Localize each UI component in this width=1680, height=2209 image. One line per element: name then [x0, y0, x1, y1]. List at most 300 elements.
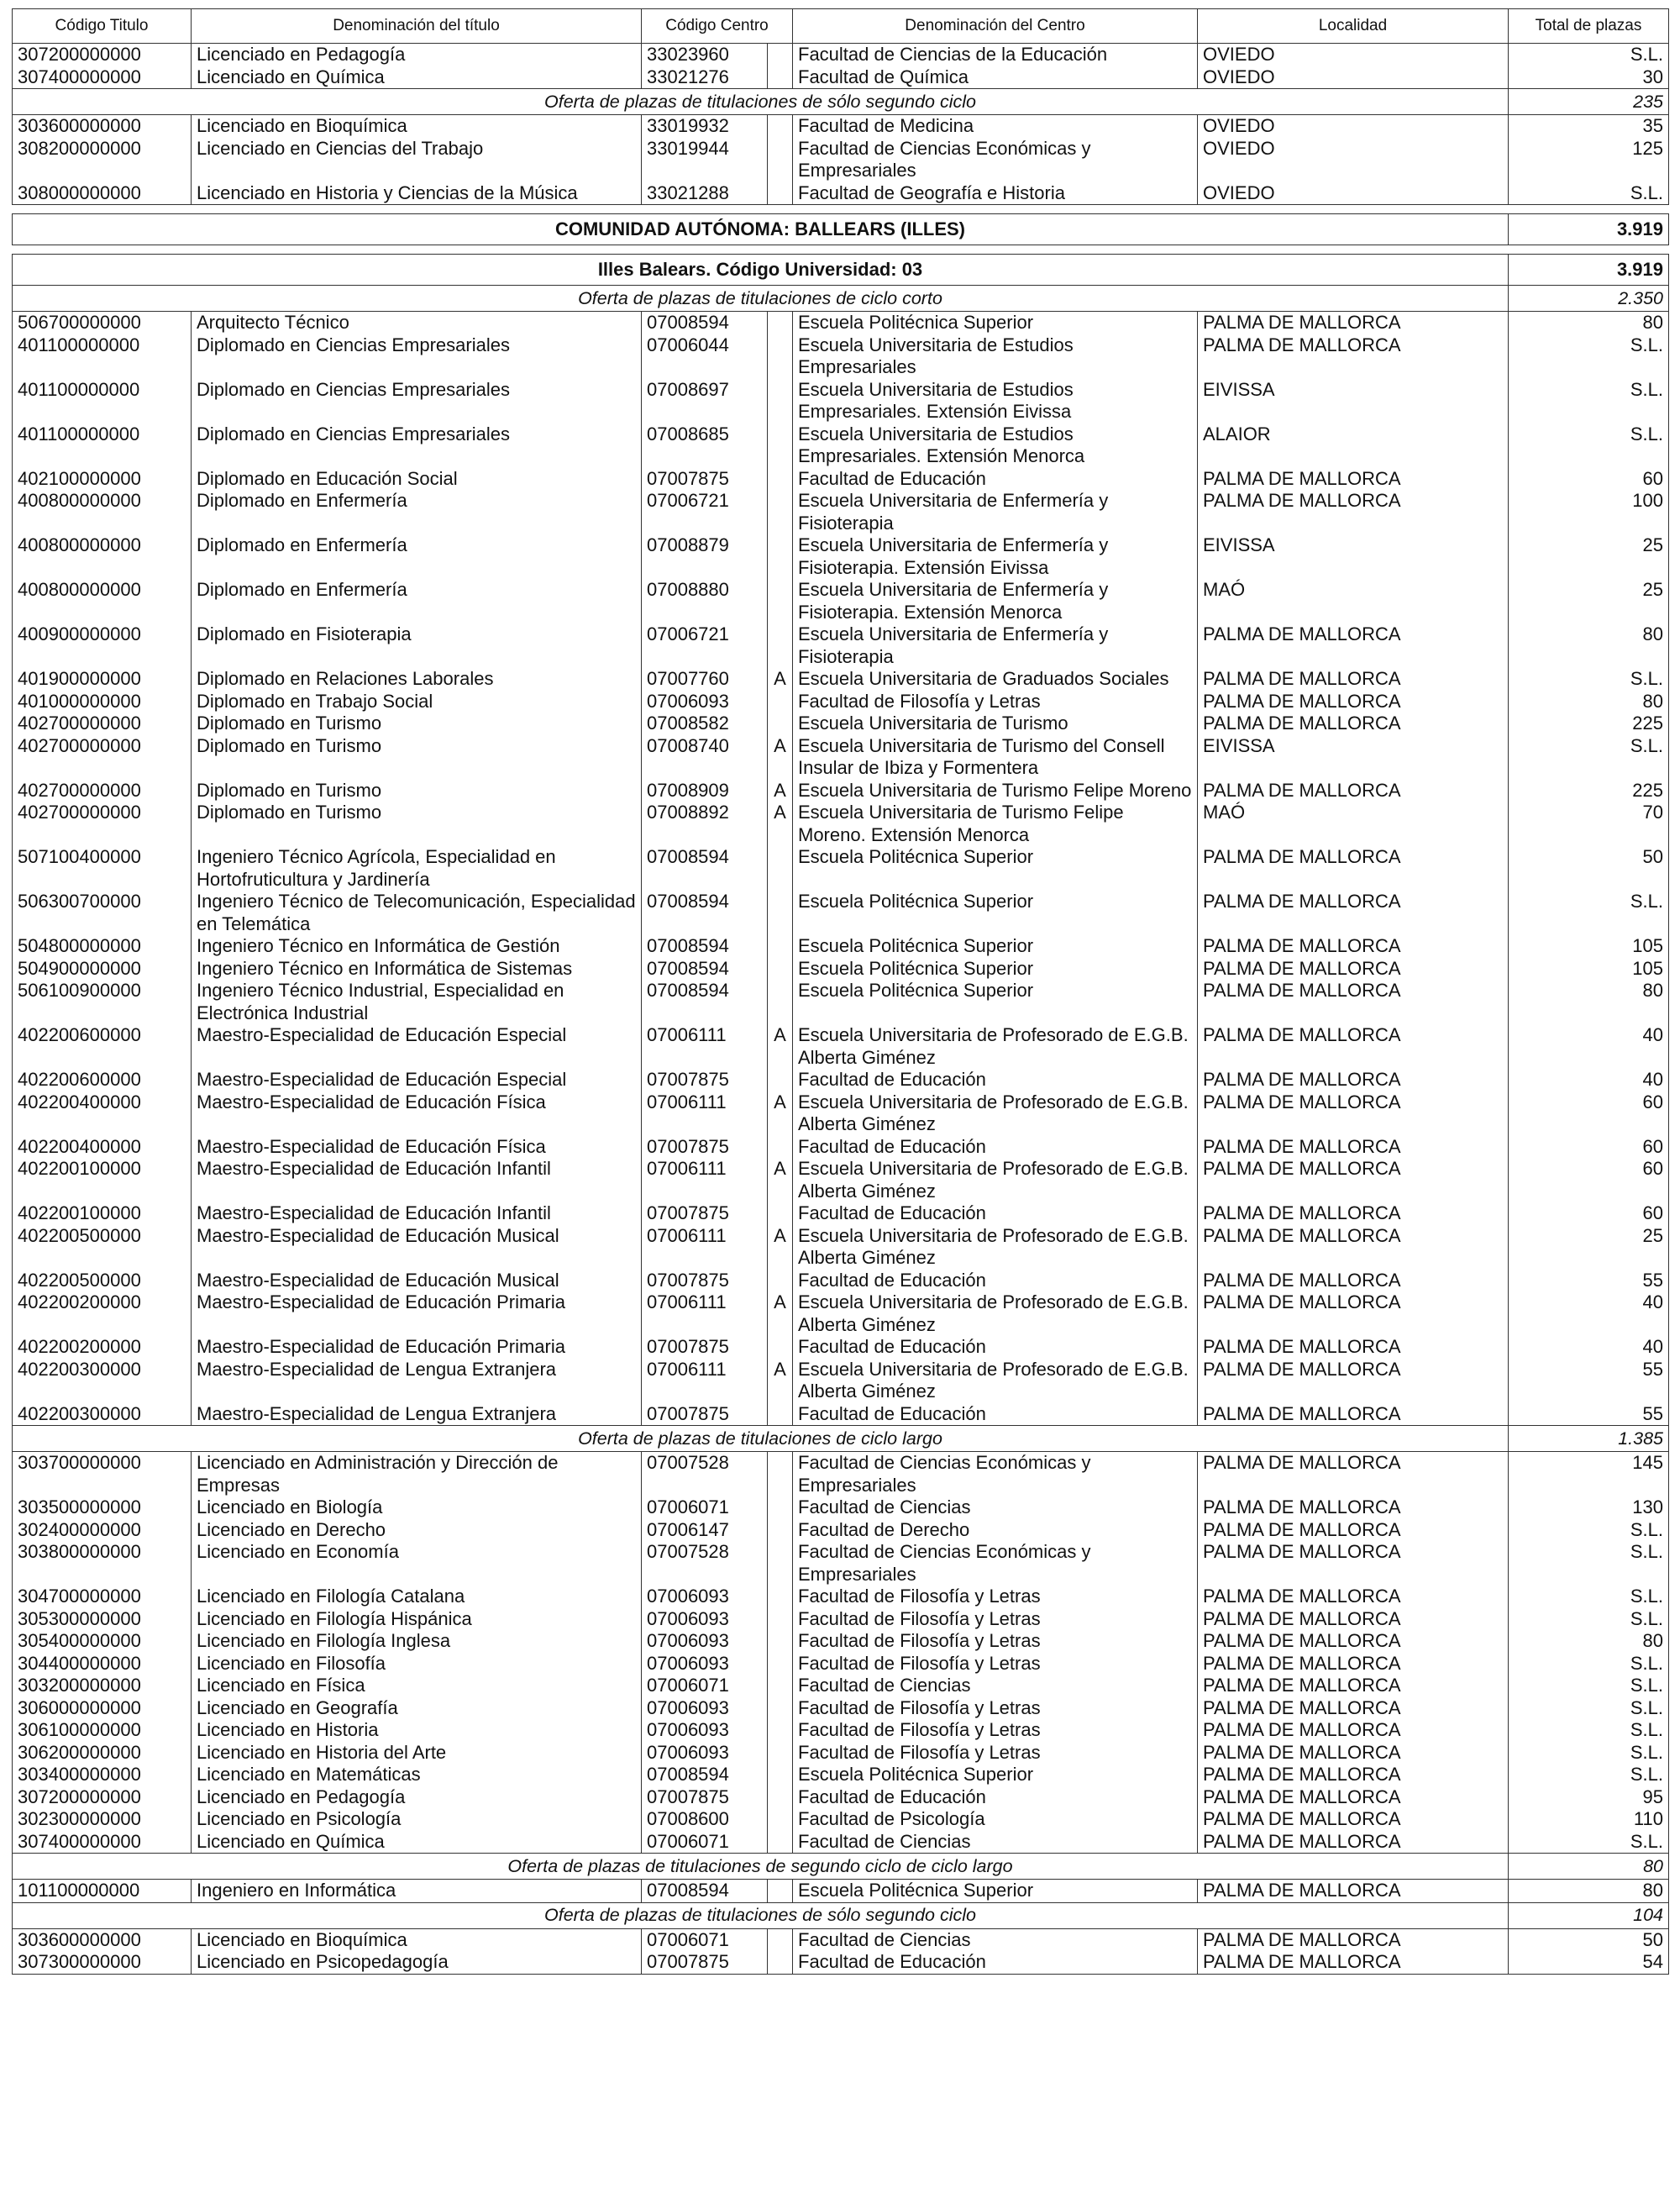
cell-localidad: OVIEDO — [1198, 138, 1509, 182]
cell-localidad: PALMA DE MALLORCA — [1198, 1675, 1509, 1697]
summary-total: 3.919 — [1509, 214, 1669, 245]
cell-denominacion-centro: Escuela Politécnica Superior — [793, 1880, 1198, 1903]
cell-codigo-centro: 07006071 — [642, 1496, 768, 1519]
table-row — [13, 1880, 1669, 1903]
cell-total-plazas: 40 — [1509, 1069, 1669, 1091]
cell-codigo-titulo: 506700000000 — [13, 312, 192, 334]
cell-localidad: OVIEDO — [1198, 66, 1509, 89]
header-codigo-titulo: Código Titulo — [13, 9, 192, 44]
cell-denominacion-centro: Escuela Politécnica Superior — [793, 980, 1198, 1024]
cell-localidad: PALMA DE MALLORCA — [1198, 490, 1509, 534]
cell-localidad: PALMA DE MALLORCA — [1198, 980, 1509, 1024]
header-denominacion-centro: Denominación del Centro — [793, 9, 1198, 44]
cell-denominacion-centro: Facultad de Ciencias Económicas y Empresariales — [793, 1541, 1198, 1586]
cell-localidad: PALMA DE MALLORCA — [1198, 1202, 1509, 1225]
table-row — [13, 935, 1669, 958]
cell-codigo-titulo: 402200300000 — [13, 1359, 192, 1403]
cell-codigo-titulo: 402200500000 — [13, 1270, 192, 1292]
cell-total-plazas: S.L. — [1509, 1742, 1669, 1765]
cell-denominacion-titulo: Diplomado en Ciencias Empresariales — [192, 379, 642, 423]
cell-denominacion-centro: Facultad de Educación — [793, 1786, 1198, 1809]
cell-codigo-centro: 07006111 — [642, 1158, 768, 1202]
cell-marca — [768, 1586, 793, 1608]
cell-codigo-centro: 07008600 — [642, 1808, 768, 1831]
cell-codigo-centro: 07008879 — [642, 534, 768, 579]
cell-codigo-centro: 33021276 — [642, 66, 768, 89]
cell-localidad: MAÓ — [1198, 802, 1509, 846]
cell-denominacion-titulo: Ingeniero en Informática — [192, 1880, 642, 1903]
cell-denominacion-titulo: Maestro-Especialidad de Educación Primaria — [192, 1336, 642, 1359]
table-row — [13, 1719, 1669, 1742]
cell-denominacion-titulo: Diplomado en Turismo — [192, 802, 642, 846]
table-row — [13, 115, 1669, 138]
cell-codigo-titulo: 402200600000 — [13, 1069, 192, 1091]
cell-codigo-centro: 07008594 — [642, 958, 768, 981]
cell-denominacion-titulo: Diplomado en Turismo — [192, 780, 642, 802]
cell-marca — [768, 1136, 793, 1159]
cell-marca — [768, 623, 793, 668]
cell-denominacion-titulo: Licenciado en Bioquímica — [192, 1928, 642, 1951]
cell-localidad: PALMA DE MALLORCA — [1198, 1586, 1509, 1608]
cell-codigo-titulo: 400800000000 — [13, 534, 192, 579]
cell-total-plazas: S.L. — [1509, 182, 1669, 205]
section-total: 235 — [1509, 89, 1669, 115]
table-row — [13, 1202, 1669, 1225]
cell-denominacion-centro: Escuela Universitaria de Enfermería y Fisioterapia. Extensión Eivissa — [793, 534, 1198, 579]
table-row — [13, 1764, 1669, 1786]
cell-denominacion-titulo: Licenciado en Historia del Arte — [192, 1742, 642, 1765]
cell-localidad: OVIEDO — [1198, 115, 1509, 138]
cell-localidad: PALMA DE MALLORCA — [1198, 1764, 1509, 1786]
spacer-row — [13, 245, 1669, 255]
table-row — [13, 1496, 1669, 1519]
cell-codigo-centro: 07006093 — [642, 1719, 768, 1742]
cell-denominacion-titulo: Maestro-Especialidad de Lengua Extranjera — [192, 1403, 642, 1426]
table-row — [13, 1136, 1669, 1159]
cell-marca — [768, 490, 793, 534]
cell-denominacion-centro: Facultad de Filosofía y Letras — [793, 1630, 1198, 1653]
cell-denominacion-centro: Facultad de Educación — [793, 1270, 1198, 1292]
cell-denominacion-titulo: Licenciado en Filosofía — [192, 1653, 642, 1675]
section-total: 2.350 — [1509, 286, 1669, 312]
cell-denominacion-centro: Escuela Politécnica Superior — [793, 1764, 1198, 1786]
cell-localidad: EIVISSA — [1198, 534, 1509, 579]
cell-total-plazas: S.L. — [1509, 44, 1669, 66]
table-row — [13, 66, 1669, 89]
cell-marca — [768, 1069, 793, 1091]
cell-codigo-titulo: 402200400000 — [13, 1091, 192, 1136]
cell-denominacion-centro: Escuela Universitaria de Profesorado de E.G.B. Alberta Giménez — [793, 1359, 1198, 1403]
cell-denominacion-titulo: Diplomado en Enfermería — [192, 534, 642, 579]
table-row — [13, 1630, 1669, 1653]
cell-denominacion-centro: Facultad de Geografía e Historia — [793, 182, 1198, 205]
table-row — [13, 312, 1669, 334]
cell-localidad: PALMA DE MALLORCA — [1198, 668, 1509, 691]
cell-denominacion-titulo: Diplomado en Turismo — [192, 735, 642, 780]
cell-localidad: PALMA DE MALLORCA — [1198, 1697, 1509, 1720]
cell-localidad: EIVISSA — [1198, 735, 1509, 780]
cell-localidad: PALMA DE MALLORCA — [1198, 1831, 1509, 1854]
spacer-row — [13, 205, 1669, 214]
cell-codigo-titulo: 400900000000 — [13, 623, 192, 668]
cell-localidad: PALMA DE MALLORCA — [1198, 1270, 1509, 1292]
table-row — [13, 1069, 1669, 1091]
cell-total-plazas: S.L. — [1509, 1764, 1669, 1786]
table-row — [13, 1024, 1669, 1069]
cell-total-plazas: 80 — [1509, 691, 1669, 713]
cell-denominacion-titulo: Maestro-Especialidad de Educación Especial — [192, 1069, 642, 1091]
cell-denominacion-titulo: Licenciado en Filología Inglesa — [192, 1630, 642, 1653]
cell-denominacion-titulo: Maestro-Especialidad de Educación Musical — [192, 1225, 642, 1270]
cell-marca — [768, 1764, 793, 1786]
section-row — [13, 1426, 1669, 1452]
cell-localidad: OVIEDO — [1198, 182, 1509, 205]
cell-marca — [768, 1786, 793, 1809]
cell-marca: A — [768, 1359, 793, 1403]
cell-denominacion-centro: Facultad de Filosofía y Letras — [793, 1608, 1198, 1631]
cell-total-plazas: 70 — [1509, 802, 1669, 846]
cell-marca — [768, 980, 793, 1024]
cell-localidad: PALMA DE MALLORCA — [1198, 1786, 1509, 1809]
cell-localidad: OVIEDO — [1198, 44, 1509, 66]
table-row — [13, 182, 1669, 205]
table-row — [13, 1608, 1669, 1631]
cell-total-plazas: 145 — [1509, 1452, 1669, 1497]
cell-denominacion-centro: Facultad de Educación — [793, 1202, 1198, 1225]
table-row — [13, 780, 1669, 802]
cell-total-plazas: 30 — [1509, 66, 1669, 89]
cell-total-plazas: 55 — [1509, 1403, 1669, 1426]
table-row — [13, 802, 1669, 846]
cell-total-plazas: S.L. — [1509, 1831, 1669, 1854]
cell-denominacion-titulo: Ingeniero Técnico en Informática de Gestión — [192, 935, 642, 958]
cell-total-plazas: 55 — [1509, 1359, 1669, 1403]
cell-denominacion-centro: Facultad de Ciencias Económicas y Empresariales — [793, 1452, 1198, 1497]
summary-label: Illes Balears. Código Universidad: 03 — [13, 255, 1509, 286]
table-row — [13, 1742, 1669, 1765]
cell-denominacion-centro: Facultad de Medicina — [793, 115, 1198, 138]
cell-total-plazas: 60 — [1509, 1202, 1669, 1225]
cell-localidad: PALMA DE MALLORCA — [1198, 1136, 1509, 1159]
cell-codigo-centro: 07007760 — [642, 668, 768, 691]
cell-codigo-titulo: 401100000000 — [13, 334, 192, 379]
cell-total-plazas: 110 — [1509, 1808, 1669, 1831]
cell-denominacion-titulo: Diplomado en Ciencias Empresariales — [192, 423, 642, 468]
cell-codigo-centro: 07006721 — [642, 623, 768, 668]
cell-codigo-titulo: 302300000000 — [13, 1808, 192, 1831]
cell-localidad: PALMA DE MALLORCA — [1198, 1719, 1509, 1742]
cell-marca — [768, 1675, 793, 1697]
section-label: Oferta de plazas de titulaciones de segundo ciclo de ciclo largo — [13, 1854, 1509, 1880]
cell-codigo-titulo: 303200000000 — [13, 1675, 192, 1697]
cell-denominacion-centro: Escuela Universitaria de Profesorado de E.G.B. Alberta Giménez — [793, 1091, 1198, 1136]
cell-codigo-centro: 07007875 — [642, 1202, 768, 1225]
cell-denominacion-titulo: Maestro-Especialidad de Educación Infantil — [192, 1158, 642, 1202]
cell-codigo-titulo: 402200500000 — [13, 1225, 192, 1270]
cell-marca — [768, 1951, 793, 1974]
cell-codigo-centro: 07008594 — [642, 846, 768, 891]
cell-denominacion-centro: Facultad de Educación — [793, 1136, 1198, 1159]
cell-localidad: PALMA DE MALLORCA — [1198, 1069, 1509, 1091]
table-row — [13, 691, 1669, 713]
cell-denominacion-titulo: Licenciado en Filología Catalana — [192, 1586, 642, 1608]
cell-codigo-titulo: 302400000000 — [13, 1519, 192, 1542]
cell-codigo-titulo: 402200100000 — [13, 1202, 192, 1225]
cell-total-plazas: 60 — [1509, 1158, 1669, 1202]
cell-localidad: PALMA DE MALLORCA — [1198, 1742, 1509, 1765]
section-label: Oferta de plazas de titulaciones de ciclo largo — [13, 1426, 1509, 1452]
cell-marca — [768, 1336, 793, 1359]
cell-total-plazas: S.L. — [1509, 735, 1669, 780]
cell-denominacion-titulo: Licenciado en Derecho — [192, 1519, 642, 1542]
cell-localidad: PALMA DE MALLORCA — [1198, 1158, 1509, 1202]
cell-codigo-centro: 07006093 — [642, 1630, 768, 1653]
table-row — [13, 1336, 1669, 1359]
cell-marca — [768, 379, 793, 423]
cell-denominacion-centro: Escuela Universitaria de Turismo Felipe Moreno — [793, 780, 1198, 802]
cell-codigo-titulo: 402200600000 — [13, 1024, 192, 1069]
table-row — [13, 1928, 1669, 1951]
cell-total-plazas: 25 — [1509, 579, 1669, 623]
cell-denominacion-titulo: Ingeniero Técnico Industrial, Especialidad en Electrónica Industrial — [192, 980, 642, 1024]
section-total: 80 — [1509, 1854, 1669, 1880]
cell-codigo-centro: 07007528 — [642, 1452, 768, 1497]
cell-codigo-centro: 07006093 — [642, 1742, 768, 1765]
cell-codigo-centro: 33021288 — [642, 182, 768, 205]
cell-marca — [768, 891, 793, 935]
cell-marca: A — [768, 802, 793, 846]
cell-codigo-titulo: 303600000000 — [13, 115, 192, 138]
header-localidad: Localidad — [1198, 9, 1509, 44]
table-row — [13, 1653, 1669, 1675]
cell-codigo-centro: 07006111 — [642, 1225, 768, 1270]
cell-marca — [768, 1719, 793, 1742]
cell-total-plazas: 40 — [1509, 1291, 1669, 1336]
cell-denominacion-centro: Facultad de Educación — [793, 1336, 1198, 1359]
cell-total-plazas: 25 — [1509, 534, 1669, 579]
cell-total-plazas: 80 — [1509, 980, 1669, 1024]
cell-total-plazas: 80 — [1509, 623, 1669, 668]
cell-localidad: PALMA DE MALLORCA — [1198, 1808, 1509, 1831]
cell-marca: A — [768, 1291, 793, 1336]
table-row — [13, 1270, 1669, 1292]
table-row — [13, 1519, 1669, 1542]
cell-codigo-titulo: 504900000000 — [13, 958, 192, 981]
cell-codigo-titulo: 307400000000 — [13, 66, 192, 89]
cell-codigo-titulo: 303700000000 — [13, 1452, 192, 1497]
cell-total-plazas: 55 — [1509, 1270, 1669, 1292]
cell-codigo-titulo: 308200000000 — [13, 138, 192, 182]
cell-denominacion-centro: Escuela Universitaria de Enfermería y Fisioterapia. Extensión Menorca — [793, 579, 1198, 623]
cell-total-plazas: 80 — [1509, 312, 1669, 334]
cell-codigo-titulo: 400800000000 — [13, 490, 192, 534]
cell-codigo-titulo: 308000000000 — [13, 182, 192, 205]
cell-marca — [768, 958, 793, 981]
cell-denominacion-centro: Facultad de Derecho — [793, 1519, 1198, 1542]
cell-marca — [768, 1880, 793, 1903]
cell-denominacion-centro: Escuela Universitaria de Turismo — [793, 713, 1198, 735]
cell-codigo-centro: 07008594 — [642, 935, 768, 958]
cell-codigo-titulo: 307400000000 — [13, 1831, 192, 1854]
cell-marca — [768, 1831, 793, 1854]
cell-total-plazas: 25 — [1509, 1225, 1669, 1270]
cell-total-plazas: 54 — [1509, 1951, 1669, 1974]
cell-codigo-centro: 07006071 — [642, 1928, 768, 1951]
cell-localidad: PALMA DE MALLORCA — [1198, 1403, 1509, 1426]
cell-marca — [768, 182, 793, 205]
cell-codigo-titulo: 101100000000 — [13, 1880, 192, 1903]
cell-denominacion-centro: Facultad de Ciencias — [793, 1496, 1198, 1519]
table-row — [13, 1452, 1669, 1497]
cell-codigo-titulo: 402200100000 — [13, 1158, 192, 1202]
cell-denominacion-centro: Facultad de Ciencias de la Educación — [793, 44, 1198, 66]
cell-marca — [768, 1519, 793, 1542]
cell-codigo-titulo: 304700000000 — [13, 1586, 192, 1608]
cell-total-plazas: 95 — [1509, 1786, 1669, 1809]
cell-codigo-titulo: 307200000000 — [13, 1786, 192, 1809]
cell-localidad: PALMA DE MALLORCA — [1198, 713, 1509, 735]
cell-denominacion-centro: Escuela Universitaria de Profesorado de E.G.B. Alberta Giménez — [793, 1225, 1198, 1270]
cell-codigo-centro: 07008594 — [642, 891, 768, 935]
cell-codigo-titulo: 506300700000 — [13, 891, 192, 935]
section-total: 104 — [1509, 1902, 1669, 1928]
cell-codigo-centro: 07006044 — [642, 334, 768, 379]
cell-codigo-titulo: 305400000000 — [13, 1630, 192, 1653]
cell-localidad: PALMA DE MALLORCA — [1198, 958, 1509, 981]
cell-total-plazas: S.L. — [1509, 334, 1669, 379]
cell-localidad: PALMA DE MALLORCA — [1198, 1225, 1509, 1270]
cell-codigo-centro: 07006111 — [642, 1359, 768, 1403]
cell-denominacion-centro: Facultad de Educación — [793, 1403, 1198, 1426]
cell-marca: A — [768, 668, 793, 691]
cell-denominacion-titulo: Licenciado en Administración y Dirección de Empresas — [192, 1452, 642, 1497]
cell-localidad: PALMA DE MALLORCA — [1198, 1653, 1509, 1675]
cell-localidad: PALMA DE MALLORCA — [1198, 1336, 1509, 1359]
table-row — [13, 1158, 1669, 1202]
table-row — [13, 468, 1669, 491]
cell-marca — [768, 334, 793, 379]
cell-codigo-titulo: 504800000000 — [13, 935, 192, 958]
cell-total-plazas: 105 — [1509, 935, 1669, 958]
cell-localidad: PALMA DE MALLORCA — [1198, 1951, 1509, 1974]
cell-codigo-titulo: 402700000000 — [13, 780, 192, 802]
cell-codigo-centro: 07006093 — [642, 1586, 768, 1608]
cell-denominacion-centro: Escuela Universitaria de Turismo del Consell Insular de Ibiza y Formentera — [793, 735, 1198, 780]
table-row — [13, 1225, 1669, 1270]
cell-total-plazas: 80 — [1509, 1880, 1669, 1903]
cell-codigo-titulo: 303800000000 — [13, 1541, 192, 1586]
cell-codigo-centro: 07008880 — [642, 579, 768, 623]
cell-codigo-centro: 07008594 — [642, 312, 768, 334]
cell-codigo-centro: 07008685 — [642, 423, 768, 468]
cell-denominacion-titulo: Ingeniero Técnico Agrícola, Especialidad en Hortofruticultura y Jardinería — [192, 846, 642, 891]
cell-total-plazas: 60 — [1509, 1091, 1669, 1136]
cell-marca: A — [768, 1091, 793, 1136]
cell-denominacion-titulo: Ingeniero Técnico en Informática de Sistemas — [192, 958, 642, 981]
cell-codigo-titulo: 402700000000 — [13, 735, 192, 780]
table-row — [13, 735, 1669, 780]
cell-denominacion-centro: Escuela Universitaria de Estudios Empresariales. Extensión Eivissa — [793, 379, 1198, 423]
cell-total-plazas: 125 — [1509, 138, 1669, 182]
cell-denominacion-titulo: Arquitecto Técnico — [192, 312, 642, 334]
cell-denominacion-centro: Facultad de Filosofía y Letras — [793, 1697, 1198, 1720]
cell-marca — [768, 1452, 793, 1497]
table-row — [13, 668, 1669, 691]
cell-marca — [768, 312, 793, 334]
cell-codigo-centro: 07007528 — [642, 1541, 768, 1586]
cell-localidad: PALMA DE MALLORCA — [1198, 1608, 1509, 1631]
table-row — [13, 1951, 1669, 1974]
section-row — [13, 89, 1669, 115]
cell-codigo-centro: 07006071 — [642, 1675, 768, 1697]
cell-denominacion-titulo: Licenciado en Química — [192, 1831, 642, 1854]
cell-denominacion-titulo: Maestro-Especialidad de Educación Física — [192, 1091, 642, 1136]
cell-total-plazas: S.L. — [1509, 1697, 1669, 1720]
cell-localidad: PALMA DE MALLORCA — [1198, 334, 1509, 379]
cell-codigo-centro: 07008594 — [642, 980, 768, 1024]
cell-total-plazas: 130 — [1509, 1496, 1669, 1519]
cell-denominacion-titulo: Diplomado en Ciencias Empresariales — [192, 334, 642, 379]
table-row — [13, 579, 1669, 623]
cell-codigo-titulo: 507100400000 — [13, 846, 192, 891]
cell-denominacion-centro: Facultad de Educación — [793, 468, 1198, 491]
cell-denominacion-centro: Facultad de Filosofía y Letras — [793, 1586, 1198, 1608]
cell-codigo-titulo: 307300000000 — [13, 1951, 192, 1974]
cell-denominacion-centro: Escuela Universitaria de Profesorado de E.G.B. Alberta Giménez — [793, 1158, 1198, 1202]
cell-marca — [768, 423, 793, 468]
cell-marca — [768, 713, 793, 735]
cell-total-plazas: 50 — [1509, 846, 1669, 891]
cell-denominacion-centro: Escuela Universitaria de Estudios Empresariales — [793, 334, 1198, 379]
cell-total-plazas: 40 — [1509, 1336, 1669, 1359]
cell-denominacion-centro: Facultad de Filosofía y Letras — [793, 1653, 1198, 1675]
cell-denominacion-centro: Escuela Universitaria de Estudios Empresariales. Extensión Menorca — [793, 423, 1198, 468]
cell-total-plazas: 40 — [1509, 1024, 1669, 1069]
cell-denominacion-titulo: Licenciado en Historia — [192, 1719, 642, 1742]
cell-denominacion-titulo: Maestro-Especialidad de Educación Musical — [192, 1270, 642, 1292]
cell-denominacion-titulo: Licenciado en Filología Hispánica — [192, 1608, 642, 1631]
cell-localidad: PALMA DE MALLORCA — [1198, 1024, 1509, 1069]
cell-localidad: PALMA DE MALLORCA — [1198, 1928, 1509, 1951]
table-row — [13, 891, 1669, 935]
cell-marca — [768, 138, 793, 182]
cell-marca: A — [768, 1158, 793, 1202]
cell-denominacion-titulo: Licenciado en Física — [192, 1675, 642, 1697]
cell-total-plazas: 225 — [1509, 713, 1669, 735]
cell-localidad: PALMA DE MALLORCA — [1198, 1452, 1509, 1497]
cell-codigo-centro: 07006093 — [642, 1608, 768, 1631]
cell-denominacion-centro: Escuela Politécnica Superior — [793, 891, 1198, 935]
cell-codigo-centro: 07006721 — [642, 490, 768, 534]
cell-localidad: PALMA DE MALLORCA — [1198, 780, 1509, 802]
section-row — [13, 1854, 1669, 1880]
cell-codigo-centro: 07007875 — [642, 468, 768, 491]
cell-denominacion-centro: Facultad de Ciencias — [793, 1928, 1198, 1951]
document-page — [12, 8, 1668, 1975]
cell-denominacion-centro: Facultad de Filosofía y Letras — [793, 691, 1198, 713]
cell-codigo-centro: 07006147 — [642, 1519, 768, 1542]
cell-marca — [768, 1653, 793, 1675]
cell-marca — [768, 579, 793, 623]
cell-localidad: EIVISSA — [1198, 379, 1509, 423]
cell-denominacion-titulo: Maestro-Especialidad de Educación Infantil — [192, 1202, 642, 1225]
cell-marca — [768, 1697, 793, 1720]
cell-marca — [768, 1496, 793, 1519]
cell-denominacion-titulo: Licenciado en Pedagogía — [192, 44, 642, 66]
summary-row — [13, 255, 1669, 286]
cell-codigo-centro: 07008582 — [642, 713, 768, 735]
cell-codigo-centro: 07008740 — [642, 735, 768, 780]
